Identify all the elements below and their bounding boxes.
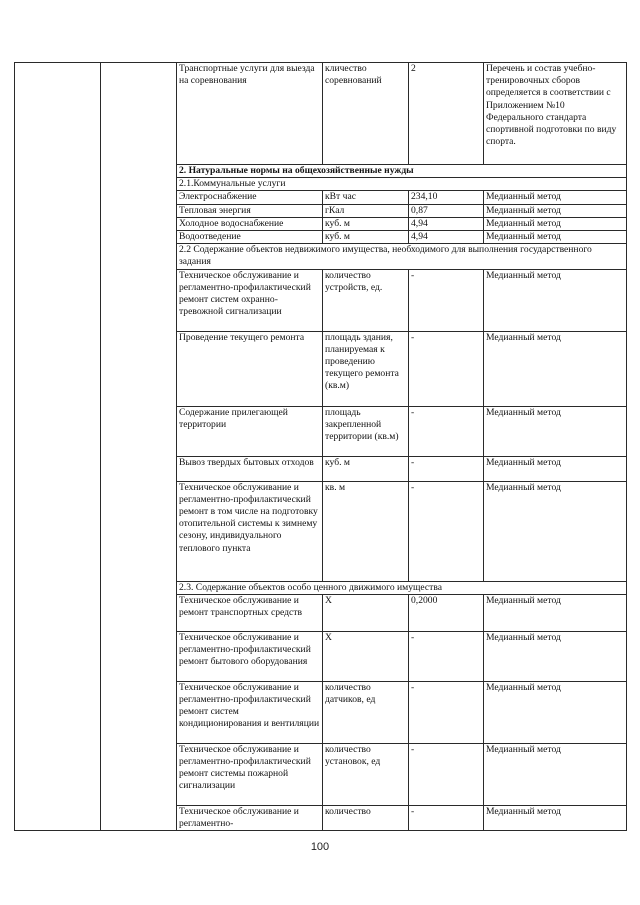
- index-cell: [101, 63, 177, 831]
- expense-name-cell: Техническое обслуживание и регламентно-профилактический ремонт в том числе на подготовку отопительной системы к зимнему сезону, индивидуального теплового пункта: [177, 481, 323, 581]
- value-cell: -: [409, 743, 484, 805]
- method-cell: Медианный метод: [484, 406, 627, 456]
- expense-name-cell: Проведение текущего ремонта: [177, 331, 323, 406]
- unit-cell: количество устройств, ед.: [323, 269, 409, 331]
- unit-cell: куб. м: [323, 231, 409, 244]
- unit-cell: кв. м: [323, 481, 409, 581]
- method-cell: Медианный метод: [484, 331, 627, 406]
- value-cell: 0,87: [409, 204, 484, 217]
- unit-cell: площадь здания, планируемая к проведению текущего ремонта (кв.м): [323, 331, 409, 406]
- method-cell: Медианный метод: [484, 191, 627, 204]
- expense-name-cell: Транспортные услуги для выезда на соревнования: [177, 63, 323, 165]
- unit-cell: куб. м: [323, 456, 409, 481]
- unit-cell: кличество соревнований: [323, 63, 409, 165]
- method-cell: Медианный метод: [484, 681, 627, 743]
- section-heading: 2. Натуральные нормы на общехозяйственные нужды: [177, 165, 627, 178]
- value-cell: -: [409, 681, 484, 743]
- value-cell: -: [409, 331, 484, 406]
- value-cell: 4,94: [409, 217, 484, 230]
- value-cell: 2: [409, 63, 484, 165]
- value-cell: -: [409, 406, 484, 456]
- expense-name-cell: Техническое обслуживание и ремонт транспортных средств: [177, 594, 323, 631]
- method-cell: Медианный метод: [484, 594, 627, 631]
- value-cell: 0,2000: [409, 594, 484, 631]
- value-cell: 4,94: [409, 231, 484, 244]
- table-row: [15, 63, 627, 165]
- method-cell: Медианный метод: [484, 217, 627, 230]
- expense-name-cell: Содержание прилегающей территории: [177, 406, 323, 456]
- section-heading: 2.1.Коммунальные услуги: [177, 178, 627, 191]
- value-cell: -: [409, 269, 484, 331]
- method-cell: Медианный метод: [484, 231, 627, 244]
- expense-name-cell: Техническое обслуживание и регламентно-: [177, 805, 323, 830]
- method-cell: Медианный метод: [484, 743, 627, 805]
- unit-cell: площадь закрепленной территории (кв.м): [323, 406, 409, 456]
- page-number: 100: [310, 841, 330, 853]
- method-cell: Медианный метод: [484, 204, 627, 217]
- value-cell: -: [409, 631, 484, 681]
- unit-cell: гКал: [323, 204, 409, 217]
- method-cell: Перечень и состав учебно-тренировочных сборов определяется в соответствии с Приложением №10 Федерального стандарта спортивной подготовки по виду спорта.: [484, 63, 627, 165]
- expense-name-cell: Тепловая энергия: [177, 204, 323, 217]
- document-page: [14, 62, 626, 830]
- unit-cell: куб. м: [323, 217, 409, 230]
- expense-name-cell: Техническое обслуживание и регламентно-профилактический ремонт систем охранно-тревожной сигнализации: [177, 269, 323, 331]
- unit-cell: количество датчиков, ед: [323, 681, 409, 743]
- norms-table-body: [15, 63, 627, 831]
- value-cell: -: [409, 805, 484, 830]
- expense-name-cell: Водоотведение: [177, 231, 323, 244]
- value-cell: -: [409, 481, 484, 581]
- expense-name-cell: Техническое обслуживание и регламентно-профилактический ремонт систем кондиционирования и вентиляции: [177, 681, 323, 743]
- norms-table: [14, 62, 627, 831]
- expense-name-cell: Техническое обслуживание и регламентно-профилактический ремонт системы пожарной сигнализации: [177, 743, 323, 805]
- unit-cell: Х: [323, 594, 409, 631]
- method-cell: Медианный метод: [484, 269, 627, 331]
- section-heading: 2.2 Содержание объектов недвижимого имущества, необходимого для выполнения государственного задания: [177, 244, 627, 269]
- left-margin-cell: [15, 63, 101, 831]
- unit-cell: количество установок, ед: [323, 743, 409, 805]
- unit-cell: кВт час: [323, 191, 409, 204]
- value-cell: -: [409, 456, 484, 481]
- method-cell: Медианный метод: [484, 631, 627, 681]
- expense-name-cell: Техническое обслуживание и регламентно-профилактический ремонт бытового оборудования: [177, 631, 323, 681]
- method-cell: Медианный метод: [484, 805, 627, 830]
- unit-cell: Х: [323, 631, 409, 681]
- expense-name-cell: Холодное водоснабжение: [177, 217, 323, 230]
- value-cell: 234,10: [409, 191, 484, 204]
- section-heading: 2.3. Содержание объектов особо ценного движимого имущества: [177, 581, 627, 594]
- method-cell: Медианный метод: [484, 456, 627, 481]
- method-cell: Медианный метод: [484, 481, 627, 581]
- unit-cell: количество: [323, 805, 409, 830]
- expense-name-cell: Вывоз твердых бытовых отходов: [177, 456, 323, 481]
- expense-name-cell: Электроснабжение: [177, 191, 323, 204]
